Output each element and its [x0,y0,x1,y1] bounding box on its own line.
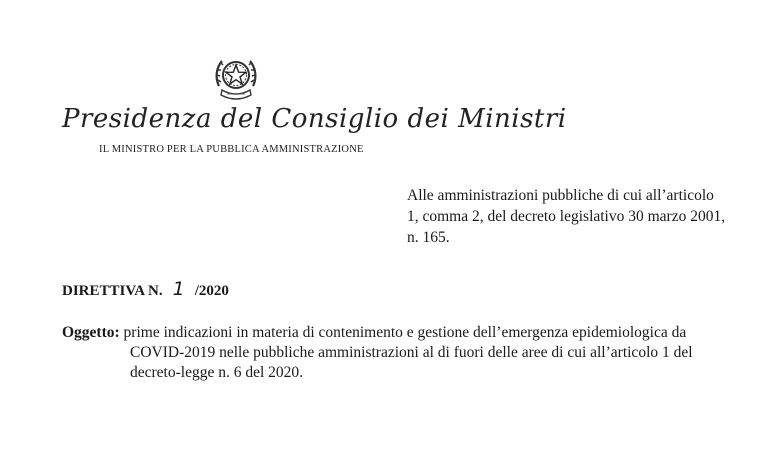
italian-republic-emblem-icon [211,52,261,104]
addressee-block [407,185,737,248]
ministry-office-title: IL MINISTRO PER LA PUBBLICA AMMINISTRAZIONE [99,144,364,155]
subject-text: prime indicazioni in materia di contenimento e gestione dell’emergenza epidemiologica da [123,324,687,341]
directive-year: /2020 [194,283,229,299]
addressee-line: Alle amministrazioni pubbliche di cui all’articolo [407,187,714,204]
subject-block [62,323,742,383]
subject-line: COVID-2019 nelle pubbliche amministrazioni al di fuori delle aree di cui all’articolo 1 del [130,344,693,361]
directive-number: 1 [172,278,185,300]
directive-title [62,278,229,300]
institution-letterhead: Presidenza del Consiglio dei Ministri [62,104,567,134]
directive-prefix: DIRETTIVA N. [62,283,163,299]
subject-line: decreto-legge n. 6 del 2020. [130,364,304,381]
addressee-line: n. 165. [407,229,450,246]
subject-line [62,323,742,343]
addressee-line: 1, comma 2, del decreto legislativo 30 marzo 2001, [407,208,726,225]
subject-label: Oggetto: [62,324,120,341]
